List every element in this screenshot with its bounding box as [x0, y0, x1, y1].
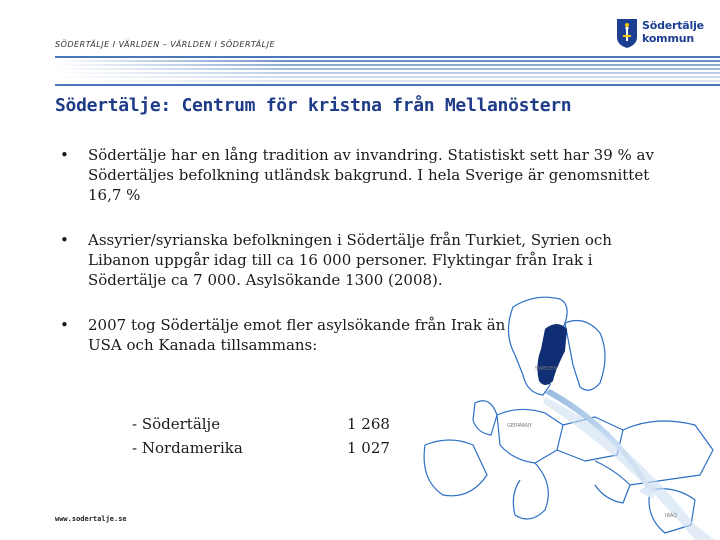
bullet-item: • Södertälje har en lång tradition av invandring. Statistiskt sett har 39 % av Södertäljes befolkning utländsk bakgrund. I hela Sverige är genomsnittet 16,7 % [60, 145, 670, 205]
figure-row [132, 436, 407, 460]
logo [616, 17, 716, 51]
slide-title: Södertälje: Centrum för kristna från Mellanöstern [55, 95, 572, 116]
bullet-item: • 2007 tog Södertälje emot fler asylsökande från Irak än USA och Kanada tillsammans: [60, 315, 510, 355]
figure-value: 1 027 [347, 439, 390, 457]
logo-line-2: kommun [642, 32, 694, 45]
figure-label: - Nordamerika [132, 439, 243, 457]
map-label-germany: GERMANY [507, 423, 533, 429]
asylum-figures [132, 412, 407, 460]
logo-wordmark [642, 19, 704, 45]
figure-value: 1 268 [347, 415, 390, 433]
municipal-crest-icon [616, 17, 638, 49]
map-label-sweden: SWEDEN [535, 366, 558, 372]
bullet-item: • Assyrier/syrianska befolkningen i Södertälje från Turkiet, Syrien och Libanon uppgår idag till ca 16 000 personer. Flyktingar från Irak i Södertälje ca 7 000. Asylsökande 1300 (2008). [60, 230, 670, 290]
europe-map [395, 285, 720, 540]
footer-url[interactable]: www.sodertalje.se [55, 515, 127, 523]
logo-line-1: Södertälje [642, 19, 704, 32]
figure-row [132, 412, 407, 436]
migration-arrow-band [543, 397, 715, 540]
figure-label: - Södertälje [132, 415, 221, 433]
header-tagline: SÖDERTÄLJE I VÄRLDEN – VÄRLDEN I SÖDERTÄLJE [55, 40, 275, 49]
map-label-iraq: IRAQ [665, 513, 678, 519]
header-stripe-bar [55, 56, 720, 86]
sweden-shape [537, 324, 567, 385]
